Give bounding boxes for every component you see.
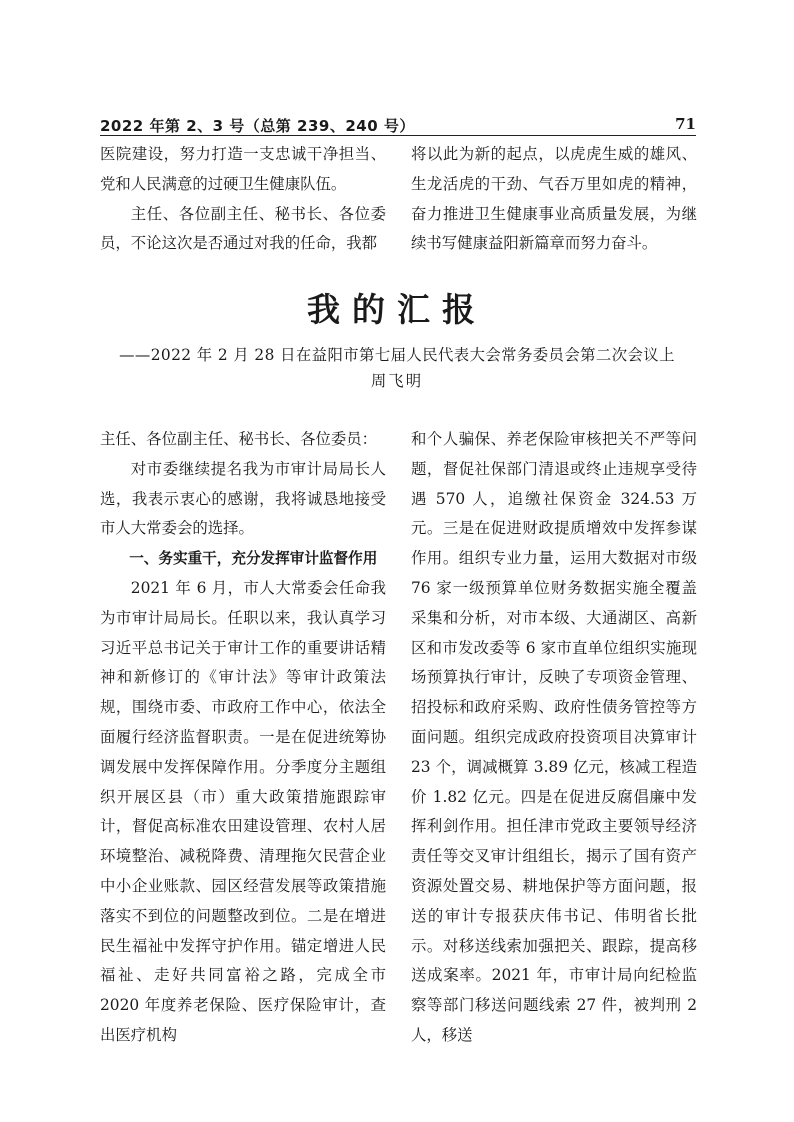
article-subtitle: ——2022 年 2 月 28 日在益阳市第七届人民代表大会常务委员会第二次会议上 — [119, 346, 675, 364]
body-paragraph: 和个人骗保、养老保险审核把关不严等问题，督促社保部门清退或终止违规享受待遇 570 人，追缴社保资金 324.53 万元。三是在促进财政提质增效中发挥参谋作用。组织专业力量，运用大数据对市级 76 家一级预算单位财务数据实施全覆盖采集和分析，对市本级、大通湖区、高新区和市发改委等 6 家市直单位组织实施现场预算执行审计，反映了专项资金管理、招投标和政府采购、政府性债务管控等方面问题。组织完成政府投资项目决算审计 23 个，调减概算 3.89 亿元，核减工程造价 1.82 亿元。四是在促进反腐倡廉中发挥利剑作用。担任津市党政主要领导经济责任等交叉审计组组长，揭示了国有资产资源处置交易、耕地保护等方面问题，报送的审计专报获庆伟书记、伟明省长批示。对移送线索加强把关、跟踪，提高移送成案率。2021 年，市审计局向纪检监察等部门移送问题线索 27 件，被判刑 2 人，移送 — [411, 430, 697, 1044]
article-title: 我的汇报 — [307, 290, 487, 329]
article-author: 周飞明 — [370, 372, 424, 390]
body-paragraph: 对市委继续提名我为市审计局局长人选，我表示衷心的感谢，我将诚恳地接受市人大常委会的选择。 — [100, 459, 386, 538]
body-paragraph: 2021 年 6 月，市人大常委会任命我为市审计局局长。任职以来，我认真学习习近平总书记关于审计工作的重要讲话精神和新修订的《审计法》等审计政策法规，围绕市委、市政府工作中心，依法全面履行经济监督职责。一是在促进统筹协调发展中发挥保障作用。分季度分主题组织开展区县（市）重大政策措施跟踪审计，督促高标准农田建设管理、农村人居环境整治、减税降费、清理拖欠民营企业中小企业账款、园区经营发展等政策措施落实不到位的问题整改到位。二是在增进民生福祉中发挥守护作用。锚定增进人民福祉、走好共同富裕之路，完成全市 2020 年度养老保险、医疗保险审计，查出医疗机构 — [100, 578, 386, 1044]
prev-article-paragraph: 主任、各位副主任、秘书长、各位委员，不论这次是否通过对我的任命，我都 — [100, 204, 386, 253]
section-heading: 一、务实重干，充分发挥审计监督作用 — [129, 550, 378, 568]
issue-label: 2022 年第 2、3 号（总第 239、240 号） — [100, 117, 415, 135]
article-right-column — [411, 425, 697, 1051]
header-rule — [100, 135, 696, 136]
page-number: 71 — [675, 115, 696, 133]
prev-article-right-column — [411, 140, 697, 259]
running-header — [100, 113, 696, 135]
prev-article-paragraph: 将以此为新的起点，以虎虎生威的雄风、生龙活虎的干劲、气吞万里如虎的精神，奋力推进卫生健康事业高质量发展，为继续书写健康益阳新篇章而努力奋斗。 — [411, 145, 697, 253]
article-left-column — [100, 425, 386, 1051]
salutation: 主任、各位副主任、秘书长、各位委员： — [100, 430, 378, 448]
prev-article-paragraph: 医院建设，努力打造一支忠诚干净担当、党和人民满意的过硬卫生健康队伍。 — [100, 145, 386, 193]
prev-article-left-column — [100, 140, 386, 259]
